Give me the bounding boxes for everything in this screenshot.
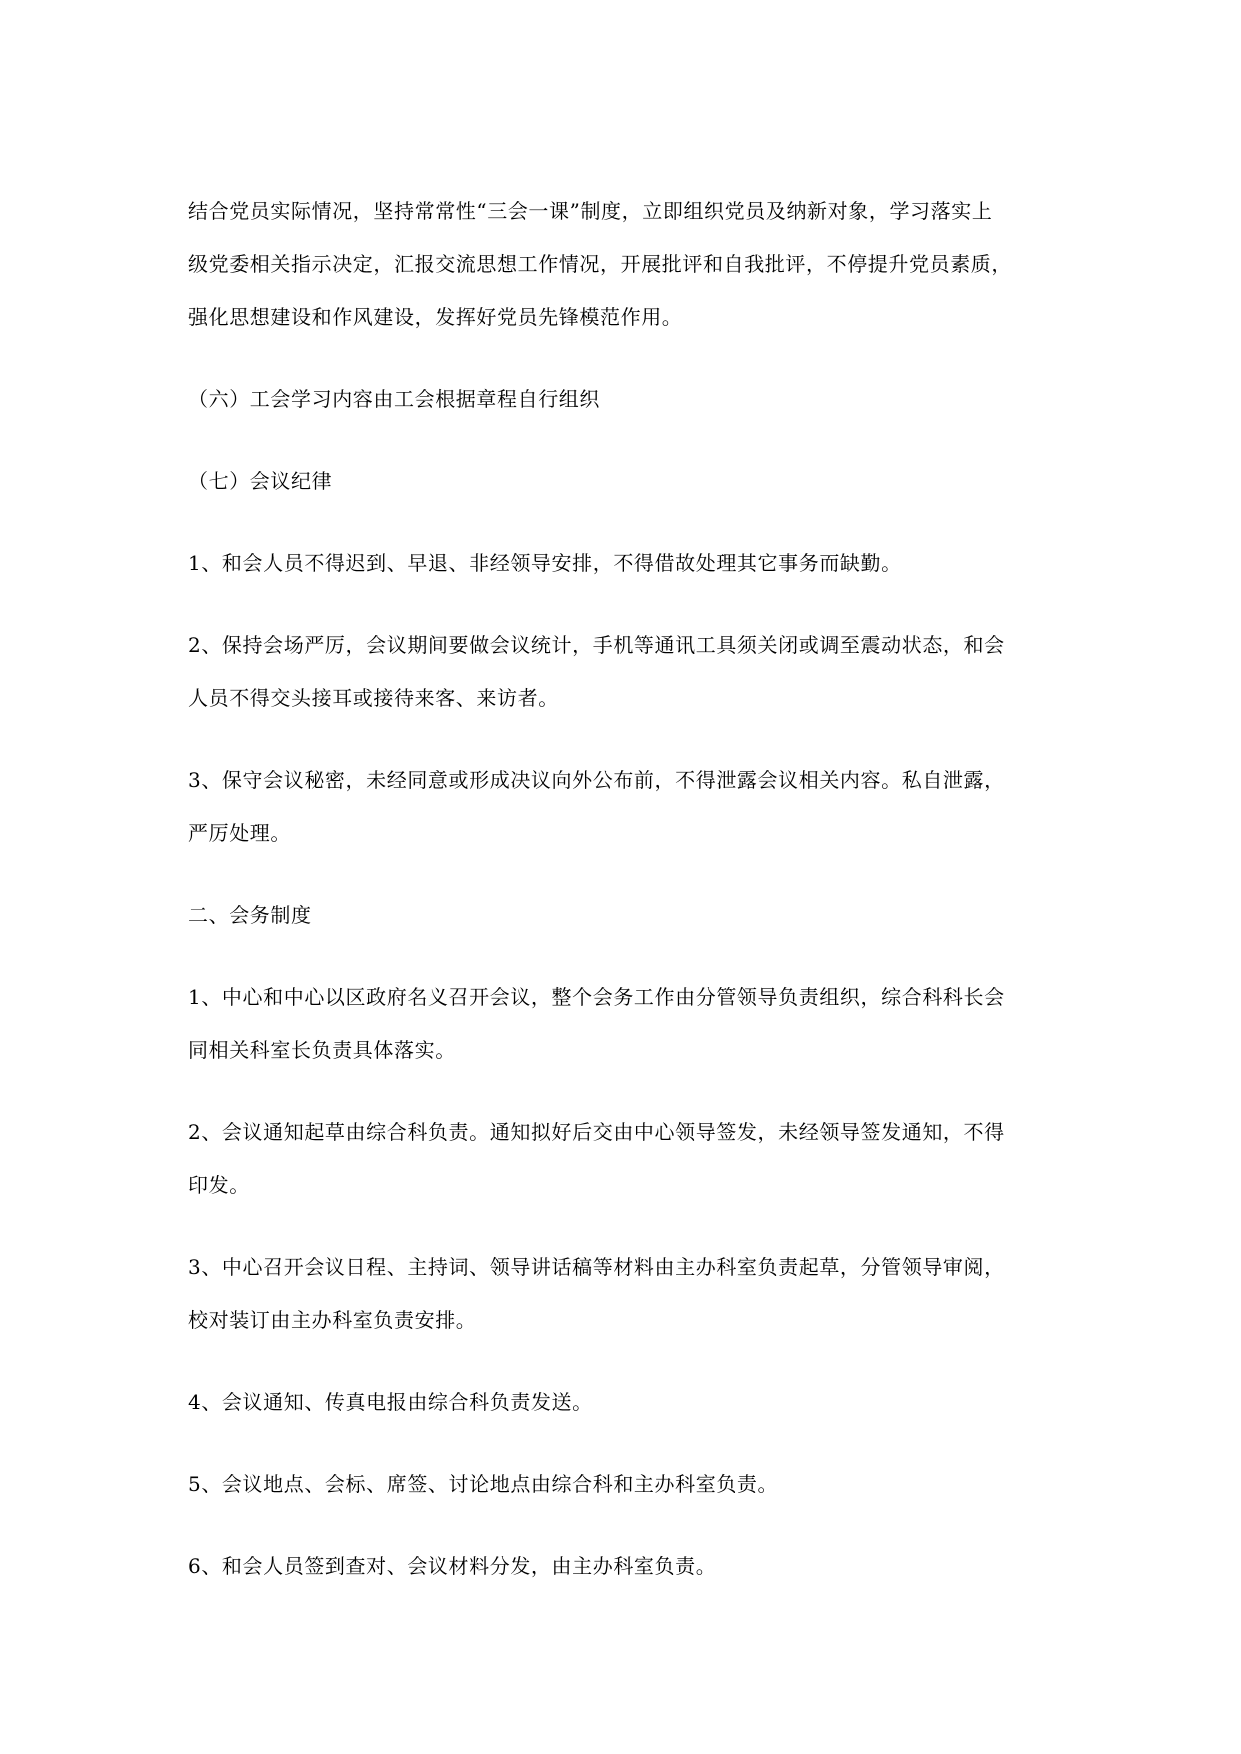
- affairs-item-5: [188, 1458, 1058, 1511]
- affairs-item-2: [188, 1106, 1058, 1212]
- discipline-item-1: [188, 537, 1058, 590]
- paragraph-line: 4、会议通知、传真电报由综合科负责发送。: [188, 1390, 593, 1414]
- paragraph-line: 严厉处理。: [188, 821, 291, 845]
- document-body: [188, 185, 1058, 1622]
- paragraph-line: 强化思想建设和作风建设，发挥好党员先锋模范作用。: [188, 305, 683, 329]
- affairs-item-3: [188, 1241, 1058, 1347]
- discipline-item-3: [188, 754, 1058, 860]
- section-heading-meeting-affairs: [188, 889, 1058, 942]
- affairs-item-6: [188, 1540, 1058, 1593]
- paragraph-line: 6、和会人员签到查对、会议材料分发，由主办科室负责。: [188, 1554, 717, 1578]
- heading-line: （七）会议纪律: [188, 469, 333, 493]
- discipline-item-2: [188, 619, 1058, 725]
- heading-line: （六）工会学习内容由工会根据章程自行组织: [188, 387, 600, 411]
- paragraph-line: 校对装订由主办科室负责安排。: [188, 1308, 477, 1332]
- paragraph-line: 2、保持会场严厉，会议期间要做会议统计，手机等通讯工具须关闭或调至震动状态，和会: [188, 633, 1005, 657]
- section-heading-union-study: [188, 373, 1058, 426]
- section-heading-meeting-discipline: [188, 455, 1058, 508]
- paragraph-line: 1、和会人员不得迟到、早退、非经领导安排，不得借故处理其它事务而缺勤。: [188, 551, 902, 575]
- paragraph-party-study: [188, 185, 1058, 344]
- paragraph-line: 3、保守会议秘密，未经同意或形成决议向外公布前，不得泄露会议相关内容。私自泄露，: [188, 768, 1005, 792]
- paragraph-line: 级党委相关指示决定，汇报交流思想工作情况，开展批评和自我批评，不停提升党员素质，: [188, 252, 1012, 276]
- paragraph-line: 2、会议通知起草由综合科负责。通知拟好后交由中心领导签发，未经领导签发通知，不得: [188, 1120, 1005, 1144]
- paragraph-line: 3、中心召开会议日程、主持词、领导讲话稿等材料由主办科室负责起草，分管领导审阅，: [188, 1255, 1005, 1279]
- affairs-item-1: [188, 971, 1058, 1077]
- affairs-item-4: [188, 1376, 1058, 1429]
- paragraph-line: 人员不得交头接耳或接待来客、来访者。: [188, 686, 559, 710]
- paragraph-line: 同相关科室长负责具体落实。: [188, 1038, 456, 1062]
- paragraph-line: 5、会议地点、会标、席签、讨论地点由综合科和主办科室负责。: [188, 1472, 779, 1496]
- heading-line: 二、会务制度: [188, 903, 312, 927]
- paragraph-line: 印发。: [188, 1173, 250, 1197]
- paragraph-line: 结合党员实际情况，坚持常常性“三会一课”制度，立即组织党员及纳新对象，学习落实上: [188, 199, 993, 223]
- paragraph-line: 1、中心和中心以区政府名义召开会议，整个会务工作由分管领导负责组织，综合科科长会: [188, 985, 1005, 1009]
